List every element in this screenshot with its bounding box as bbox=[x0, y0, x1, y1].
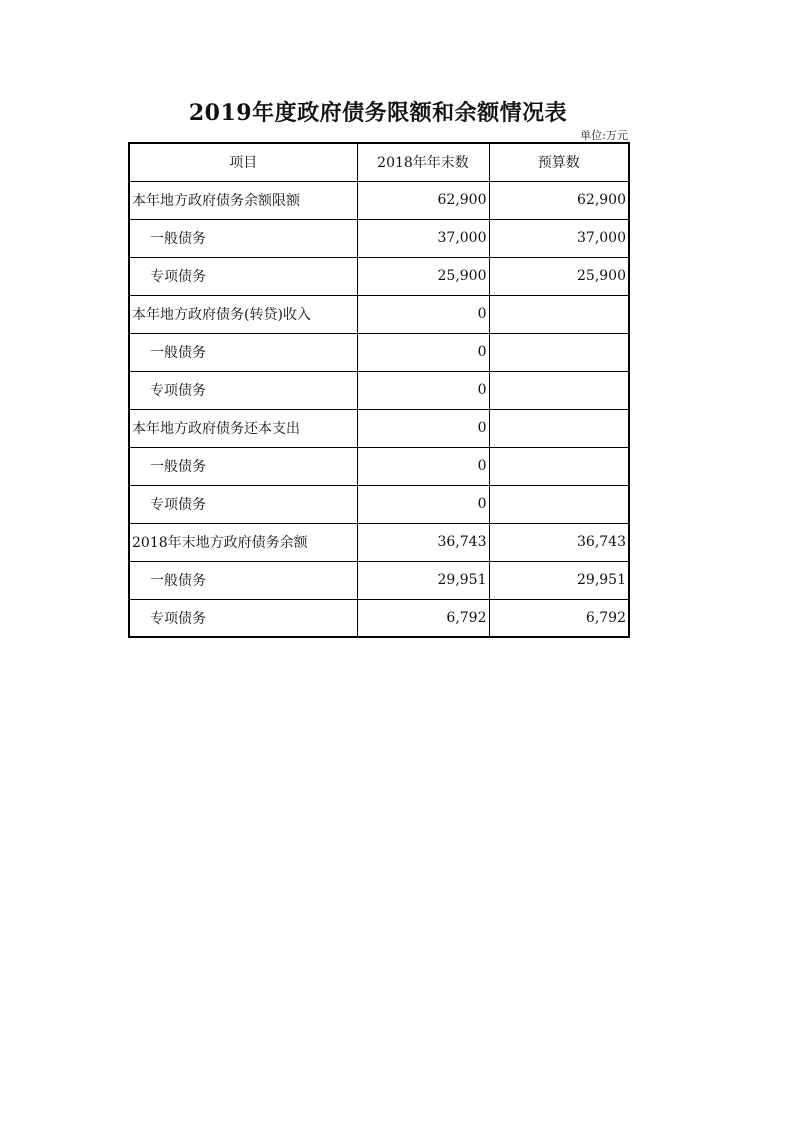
row-prev-year-end-cell: 62,900 bbox=[357, 181, 489, 219]
row-item-cell: 2018年末地方政府债务余额 bbox=[129, 523, 357, 561]
table-row bbox=[129, 561, 629, 599]
column-header-budget: 预算数 bbox=[489, 143, 629, 181]
table-row bbox=[129, 257, 629, 295]
row-prev-year-end-cell: 0 bbox=[357, 333, 489, 371]
row-budget-cell bbox=[489, 447, 629, 485]
table-header-row bbox=[129, 143, 629, 181]
table-row bbox=[129, 295, 629, 333]
row-budget-cell bbox=[489, 333, 629, 371]
row-item-cell: 专项债务 bbox=[129, 371, 357, 409]
row-item-cell: 专项债务 bbox=[129, 599, 357, 637]
page-title: 2019年度政府债务限额和余额情况表 bbox=[188, 100, 568, 126]
table-row bbox=[129, 599, 629, 637]
row-prev-year-end-cell: 25,900 bbox=[357, 257, 489, 295]
row-budget-cell: 29,951 bbox=[489, 561, 629, 599]
row-budget-cell bbox=[489, 409, 629, 447]
row-prev-year-end-cell: 6,792 bbox=[357, 599, 489, 637]
row-prev-year-end-cell: 29,951 bbox=[357, 561, 489, 599]
row-item-cell: 本年地方政府债务(转贷)收入 bbox=[129, 295, 357, 333]
row-item-cell: 一般债务 bbox=[129, 219, 357, 257]
row-item-cell: 一般债务 bbox=[129, 561, 357, 599]
row-budget-cell bbox=[489, 295, 629, 333]
row-budget-cell: 62,900 bbox=[489, 181, 629, 219]
row-item-cell: 一般债务 bbox=[129, 333, 357, 371]
row-prev-year-end-cell: 0 bbox=[357, 371, 489, 409]
row-item-cell: 专项债务 bbox=[129, 485, 357, 523]
debt-table bbox=[128, 142, 630, 638]
table-row bbox=[129, 219, 629, 257]
unit-label: 单位:万元 bbox=[580, 129, 628, 142]
row-item-cell: 本年地方政府债务还本支出 bbox=[129, 409, 357, 447]
row-prev-year-end-cell: 0 bbox=[357, 485, 489, 523]
row-item-cell: 专项债务 bbox=[129, 257, 357, 295]
row-budget-cell: 36,743 bbox=[489, 523, 629, 561]
table-row bbox=[129, 523, 629, 561]
table-row bbox=[129, 371, 629, 409]
row-prev-year-end-cell: 0 bbox=[357, 295, 489, 333]
table-row bbox=[129, 485, 629, 523]
row-prev-year-end-cell: 37,000 bbox=[357, 219, 489, 257]
column-header-prev-year-end: 2018年年末数 bbox=[357, 143, 489, 181]
row-prev-year-end-cell: 36,743 bbox=[357, 523, 489, 561]
row-budget-cell: 6,792 bbox=[489, 599, 629, 637]
column-header-item: 项目 bbox=[129, 143, 357, 181]
row-prev-year-end-cell: 0 bbox=[357, 447, 489, 485]
table-row bbox=[129, 447, 629, 485]
row-prev-year-end-cell: 0 bbox=[357, 409, 489, 447]
table-row bbox=[129, 181, 629, 219]
row-budget-cell bbox=[489, 485, 629, 523]
row-item-cell: 本年地方政府债务余额限额 bbox=[129, 181, 357, 219]
row-budget-cell bbox=[489, 371, 629, 409]
table-body bbox=[129, 181, 629, 637]
row-budget-cell: 25,900 bbox=[489, 257, 629, 295]
row-budget-cell: 37,000 bbox=[489, 219, 629, 257]
row-item-cell: 一般债务 bbox=[129, 447, 357, 485]
table-row bbox=[129, 333, 629, 371]
table-row bbox=[129, 409, 629, 447]
